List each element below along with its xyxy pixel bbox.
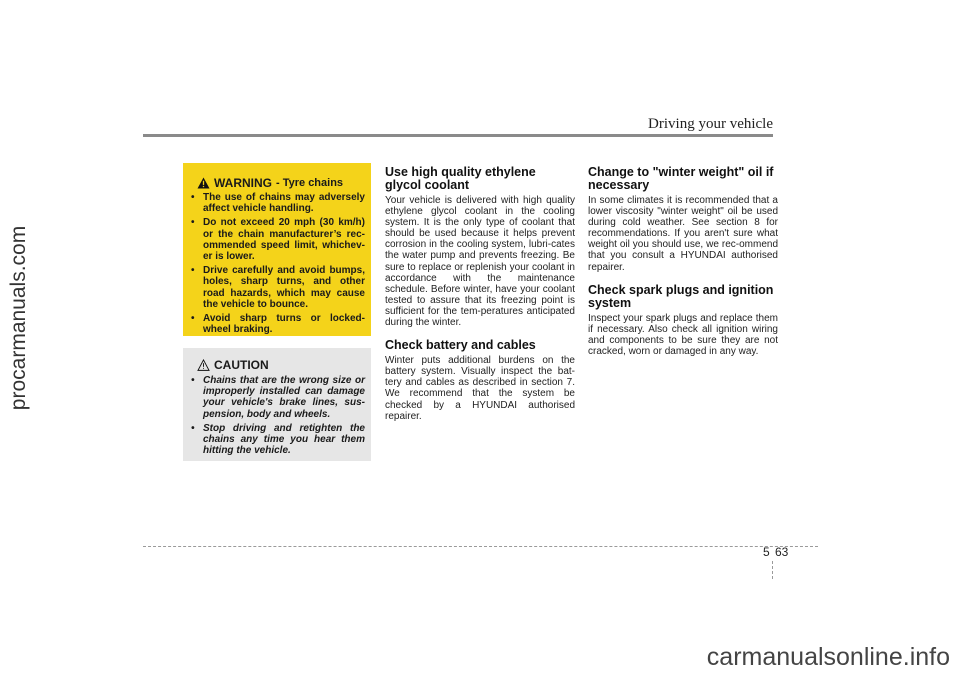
- section-heading: Change to "winter weight" oil if necessary: [588, 165, 774, 192]
- section-body: Winter puts additional burdens on the battery system. Visually inspect the bat-tery and cables as described in section 7. We recommend that the system be checked by a HYUNDAI authorised repairer.: [385, 355, 575, 422]
- header-divider: [143, 134, 773, 137]
- caution-title: CAUTION: [214, 358, 269, 372]
- page-number: 63: [775, 545, 789, 559]
- warning-triangle-icon: [197, 177, 210, 189]
- warning-heading: [197, 176, 343, 190]
- caution-heading: [197, 358, 269, 372]
- footer-divider: [143, 546, 818, 547]
- warning-item: • Do not exceed 20 mph (30 km/h) or the chain manufacturer’s rec-ommended speed limit, whichev-er is lower.: [191, 217, 365, 263]
- warning-item: • Drive carefully and avoid bumps, holes, sharp turns, and other road hazards, which may cause the vehicle to bounce.: [191, 265, 365, 310]
- column-middle: [385, 166, 575, 433]
- section-body: In some climates it is recommended that a lower viscosity "winter weight" oil be used during cold weather. See section 8 for recommendations. If you aren't sure what weight oil you should use, we rec-ommend that you consult a HYUNDAI authorised repairer.: [588, 195, 778, 273]
- section-heading: Check spark plugs and ignition system: [588, 282, 774, 310]
- section-heading: Check battery and cables: [385, 338, 536, 353]
- column-right: [588, 166, 778, 368]
- warning-subtitle: - Tyre chains: [276, 177, 344, 189]
- caution-box: [183, 348, 371, 461]
- section-number: 5: [763, 545, 770, 559]
- caution-list: [189, 375, 365, 459]
- section-body: Inspect your spark plugs and replace them if necessary. Also check all ignition wiring and components to be sure they are not cracked, worn or damaged in any way.: [588, 312, 778, 357]
- page-header-title: Driving your vehicle: [648, 116, 773, 132]
- warning-list: [189, 192, 365, 338]
- caution-triangle-icon: [197, 359, 210, 371]
- caution-item: • Stop driving and retighten the chains any time you hear them hitting the vehicle.: [191, 422, 365, 457]
- footer-vertical-divider: [772, 561, 773, 579]
- watermark-bottom: carmanualsonline.info: [706, 643, 950, 671]
- watermark-side: procarmanuals.com: [7, 225, 30, 411]
- warning-item: • Avoid sharp turns or locked-wheel braking.: [191, 313, 365, 336]
- caution-item: • Chains that are the wrong size or improperly installed can damage your vehicle's brake lines, sus-pension, body and wheels.: [191, 375, 365, 420]
- section-heading: Use high quality ethylene glycol coolant: [385, 165, 536, 192]
- section-body: Your vehicle is delivered with high quality ethylene glycol coolant in the cooling system. It is the only type of coolant that should be used because it helps prevent corrosion in the cooling system, lubri-cates the water pump and prevents freezing. Be sure to replace or replenish your coolant in accordance with the maintenance schedule. Before winter, have your coolant tested to assure that its freezing point is sufficient for the tem-peratures anticipated during the winter.: [385, 195, 575, 329]
- warning-item: • The use of chains may adversely affect vehicle handling.: [191, 192, 365, 215]
- warning-box: [183, 163, 371, 336]
- warning-title: WARNING: [214, 176, 272, 190]
